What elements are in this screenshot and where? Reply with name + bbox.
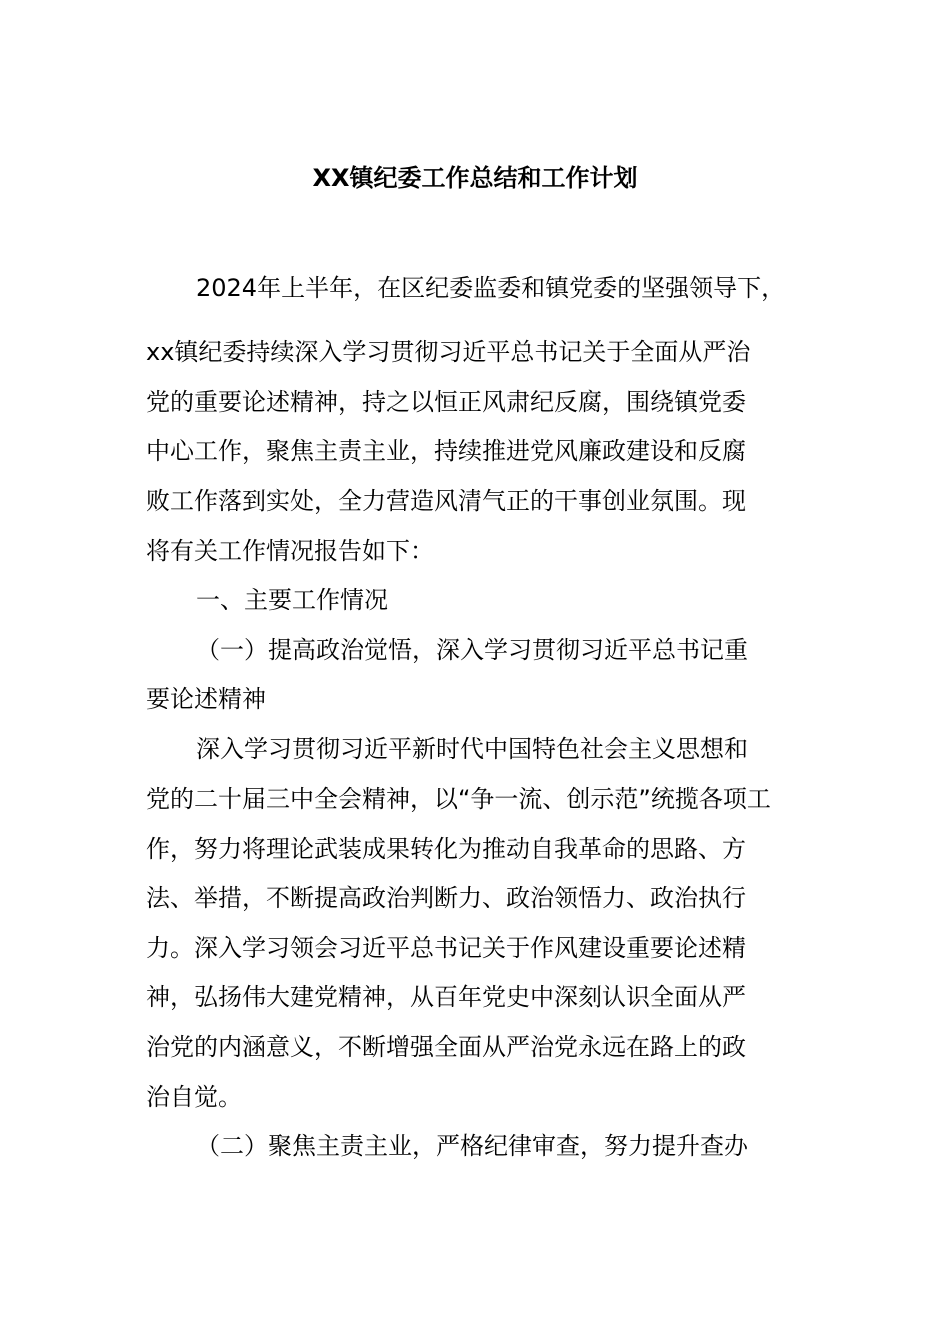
paragraph-line: 中心工作，聚焦主责主业，持续推进党风廉政建设和反腐 [146, 437, 746, 465]
paragraph-line: xx镇纪委持续深入学习贯彻习近平总书记关于全面从严治 [146, 338, 751, 366]
paragraph-line: 神，弘扬伟大建党精神，从百年党史中深刻认识全面从严 [146, 983, 746, 1011]
paragraph-line: 作，努力将理论武装成果转化为推动自我革命的思路、方 [146, 835, 746, 863]
subsection-heading: （一）提高政治觉悟，深入学习贯彻习近平总书记重 [196, 636, 748, 664]
paragraph-line: 法、举措，不断提高政治判断力、政治领悟力、政治执行 [146, 884, 746, 912]
section-heading: 一、主要工作情况 [196, 586, 388, 614]
paragraph-line: 治自觉。 [146, 1083, 242, 1111]
paragraph-line: 深入学习贯彻习近平新时代中国特色社会主义思想和 [196, 735, 748, 763]
paragraph-line: 败工作落到实处，全力营造风清气正的干事创业氛围。现 [146, 487, 746, 515]
subsection-heading: （二）聚焦主责主业，严格纪律审查，努力提升查办 [196, 1132, 748, 1160]
subsection-heading: 要论述精神 [146, 685, 266, 713]
paragraph-line: 将有关工作情况报告如下： [146, 537, 434, 565]
paragraph-line: 力。深入学习领会习近平总书记关于作风建设重要论述精 [146, 934, 746, 962]
paragraph-line: 2024年上半年，在区纪委监委和镇党委的坚强领导下， [196, 274, 786, 302]
document-title: XX镇纪委工作总结和工作计划 [312, 164, 638, 192]
paragraph-line: 党的二十届三中全会精神，以“争一流、创示范”统揽各项工 [146, 785, 771, 813]
paragraph-line: 治党的内涵意义，不断增强全面从严治党永远在路上的政 [146, 1033, 746, 1061]
paragraph-line: 党的重要论述精神，持之以恒正风肃纪反腐，围绕镇党委 [146, 388, 746, 416]
